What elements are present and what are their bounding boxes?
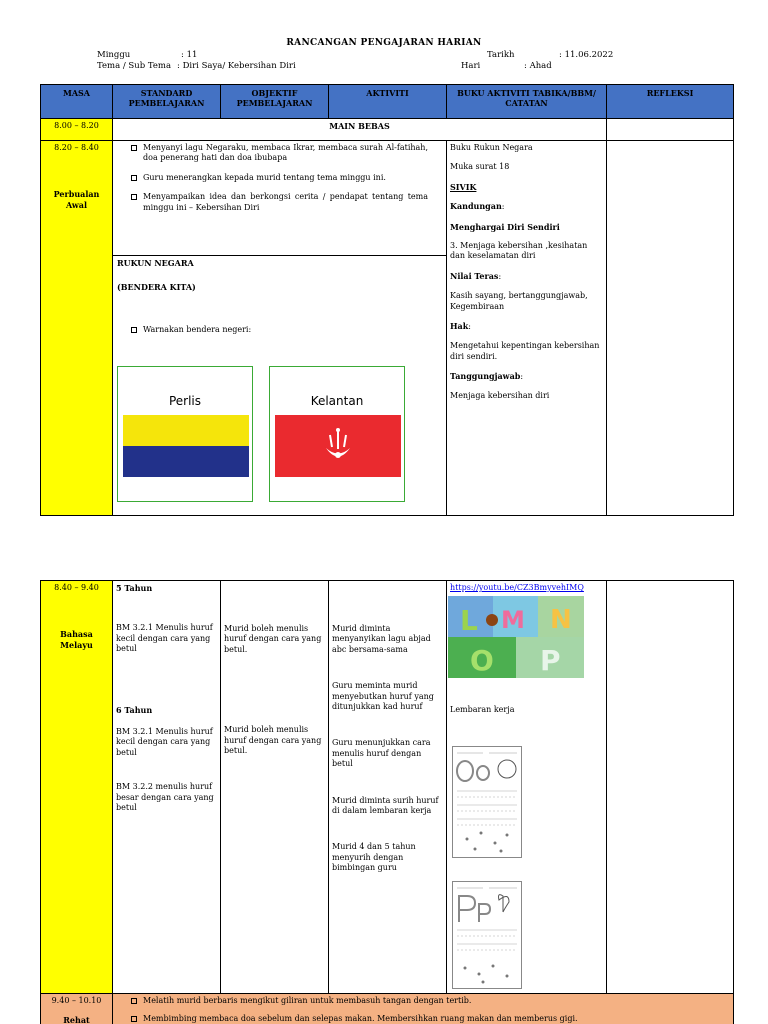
- rukun-subtitle: (BENDERA KITA): [117, 282, 196, 293]
- worksheet-p-image: [452, 881, 522, 989]
- flag-name: Kelantan: [310, 394, 364, 408]
- refleksi-cell: [607, 119, 734, 141]
- minggu-value: : 11: [181, 50, 198, 60]
- resource-cell: [447, 581, 607, 994]
- checkbox-icon: [131, 145, 137, 151]
- lesson-table-2: [40, 580, 734, 1024]
- worksheet-o-image: [452, 746, 522, 858]
- label-text: Kandungan: [450, 201, 502, 212]
- list-item: [131, 1014, 730, 1024]
- col-aktiviti: AKTIVITI: [329, 85, 447, 119]
- notes-kandungan-text: 3. Menjaga kebersihan ,kesihatan dan keselamatan diri: [450, 240, 588, 261]
- standard-text: BM 3.2.1 Menulis huruf kecil dengan cara yang betul: [116, 623, 213, 654]
- letter-n: N: [550, 605, 572, 635]
- list-item: [117, 325, 442, 335]
- header-row: [41, 85, 734, 119]
- flag-name: Perlis: [168, 394, 202, 408]
- activity-bullets: [113, 141, 446, 255]
- col-refleksi: REFLEKSI: [607, 85, 734, 119]
- time-cell: [41, 994, 113, 1024]
- subject-label: [44, 629, 109, 650]
- worksheet-o-icon: [453, 747, 521, 857]
- time-text: 9.40 – 10.10: [51, 996, 102, 1005]
- lesson-table-1: [40, 84, 734, 516]
- standard-text: BM 3.2.2 menulis huruf besar dengan cara yang betul: [116, 782, 214, 812]
- subject-line-1: Perbualan: [53, 189, 100, 200]
- notes-nilai-text: Kasih sayang, bertanggungjawab, Kegembiraan: [450, 291, 588, 311]
- table-row: [41, 994, 734, 1024]
- letter-p: P: [540, 644, 561, 677]
- list-item: [131, 173, 428, 183]
- age-label: 5 Tahun: [116, 583, 153, 593]
- refleksi-cell: [607, 141, 734, 516]
- rukun-title: RUKUN NEGARA: [117, 258, 194, 268]
- col-objektif: OBJEKTIF PEMBELAJARAN: [221, 85, 329, 119]
- hari-label: Hari: [461, 61, 481, 71]
- notes-nilai-label: Nilai Teras:: [450, 270, 502, 281]
- col-masa: MASA: [41, 85, 113, 119]
- perlis-flag-icon: [123, 415, 249, 477]
- table-row: [41, 119, 734, 141]
- minggu-label: Minggu: [97, 50, 131, 60]
- activity-text: Murid diminta surih huruf di dalam lembaran kerja: [332, 795, 439, 815]
- objective-text: Murid boleh menulis huruf dengan cara yang betul.: [224, 725, 322, 755]
- bullet-text: Membimbing membaca doa sebelum dan selepas makan. Membersihkan ruang makan dan memberus gigi.: [143, 1014, 578, 1024]
- subject-label: Rehat: [63, 1015, 90, 1024]
- subject-line-2: Melayu: [60, 639, 93, 650]
- col-catatan: BUKU AKTIVITI TABIKA/BBM/ CATATAN: [447, 85, 607, 119]
- notes-cell: [447, 141, 607, 516]
- activity-text: Guru meminta murid menyebutkan huruf yang ditunjukkan kad huruf: [332, 681, 434, 711]
- notes-kandungan-label: Kandungan:: [450, 201, 505, 212]
- letter-m: M: [501, 606, 525, 634]
- bullet-text: Menyampaikan idea dan berkongsi cerita / pendapat tentang tema minggu ini – Kebersihan Diri: [143, 192, 428, 212]
- bullet-text: Warnakan bendera negeri:: [143, 324, 252, 334]
- objective-text: Murid boleh menulis huruf dengan cara yang betul.: [224, 624, 322, 654]
- label-text: Nilai Teras: [450, 270, 499, 281]
- perlis-flag-card: [117, 366, 253, 502]
- aktiviti-cell: [329, 581, 447, 994]
- notes-hak-text: Mengetahui kepentingan kebersihan diri sendiri.: [450, 341, 600, 361]
- checkbox-icon: [131, 327, 137, 333]
- subject-label: [44, 189, 109, 210]
- age-label: 6 Tahun: [116, 704, 153, 715]
- label-text: Tanggungjawab: [450, 371, 521, 382]
- letter-o: O: [470, 644, 494, 677]
- tarikh-label: Tarikh: [487, 50, 515, 60]
- bullet-text: Menyanyi lagu Negaraku, membaca Ikrar, membaca surah Al-fatihah, doa penerang hati dan doa ibubapa: [143, 143, 428, 163]
- tarikh-value: : 11.06.2022: [559, 50, 614, 60]
- list-item: [131, 996, 730, 1006]
- notes-book: Buku Rukun Negara: [450, 143, 533, 152]
- col-standard: STANDARD PEMBELAJARAN: [113, 85, 221, 119]
- checkbox-icon: [131, 194, 137, 200]
- time-cell: 8.00 – 8.20: [41, 119, 113, 141]
- tema-label: Tema / Sub Tema: [97, 61, 172, 71]
- kelantan-flag-card: [269, 366, 405, 502]
- letter-l: L: [460, 604, 478, 637]
- time-cell: [41, 141, 113, 516]
- standard-cell: [113, 581, 221, 994]
- tema-value: : Diri Saya/ Kebersihan Diri: [177, 61, 296, 71]
- main-bebas-cell: MAIN BEBAS: [113, 119, 607, 141]
- checkbox-icon: [131, 1016, 137, 1022]
- rehat-activity-cell: [113, 994, 734, 1024]
- activity-text: Murid 4 dan 5 tahun menyurih dengan bimbingan guru: [332, 842, 416, 873]
- refleksi-cell: [607, 581, 734, 994]
- bullet-text: Guru menerangkan kepada murid tentang tema minggu ini.: [143, 172, 386, 182]
- notes-tj-text: Menjaga kebersihan diri: [450, 391, 550, 401]
- time-text: 8.40 – 9.40: [54, 583, 99, 592]
- list-item: [131, 192, 428, 213]
- subject-line-1: Bahasa: [60, 629, 93, 640]
- notes-hak-label: Hak:: [450, 320, 471, 331]
- objektif-cell: [221, 581, 329, 994]
- notes-kandungan-title: Menghargai Diri Sendiri: [450, 221, 560, 232]
- time-text: 8.20 – 8.40: [54, 143, 99, 152]
- lembaran-label: Lembaran kerja: [450, 705, 515, 714]
- standard-text: BM 3.2.1 Menulis huruf kecil dengan cara yang betul: [116, 726, 213, 757]
- activity-cell: [113, 141, 447, 516]
- activity-text: Guru menunjukkan cara menulis huruf dengan betul: [332, 738, 431, 769]
- time-cell: [41, 581, 113, 994]
- abc-letters-image: [448, 596, 584, 678]
- notes-sivik: SIVIK: [450, 181, 477, 192]
- youtube-link[interactable]: https://youtu.be/CZ3BmyvehIMQ: [450, 583, 584, 592]
- bullet-text: Melatih murid berbaris mengikut giliran untuk membasuh tangan dengan tertib.: [143, 996, 472, 1005]
- checkbox-icon: [131, 175, 137, 181]
- notes-tj-label: Tanggungjawab:: [450, 371, 524, 382]
- worksheet-p-icon: [453, 882, 521, 988]
- rukun-section: [113, 255, 446, 515]
- kelantan-flag-icon: [275, 415, 401, 477]
- notes-page: Muka surat 18: [450, 162, 510, 172]
- subject-line-2: Awal: [66, 199, 87, 210]
- label-text: Hak: [450, 320, 469, 331]
- checkbox-icon: [131, 998, 137, 1004]
- activity-text: Murid diminta menyanyikan lagu abjad abc bersama-sama: [332, 624, 431, 654]
- table-row: [41, 141, 734, 516]
- hari-value: : Ahad: [524, 61, 552, 71]
- list-item: [131, 143, 428, 164]
- table-row: [41, 581, 734, 994]
- page-title: RANCANGAN PENGAJARAN HARIAN: [286, 38, 482, 48]
